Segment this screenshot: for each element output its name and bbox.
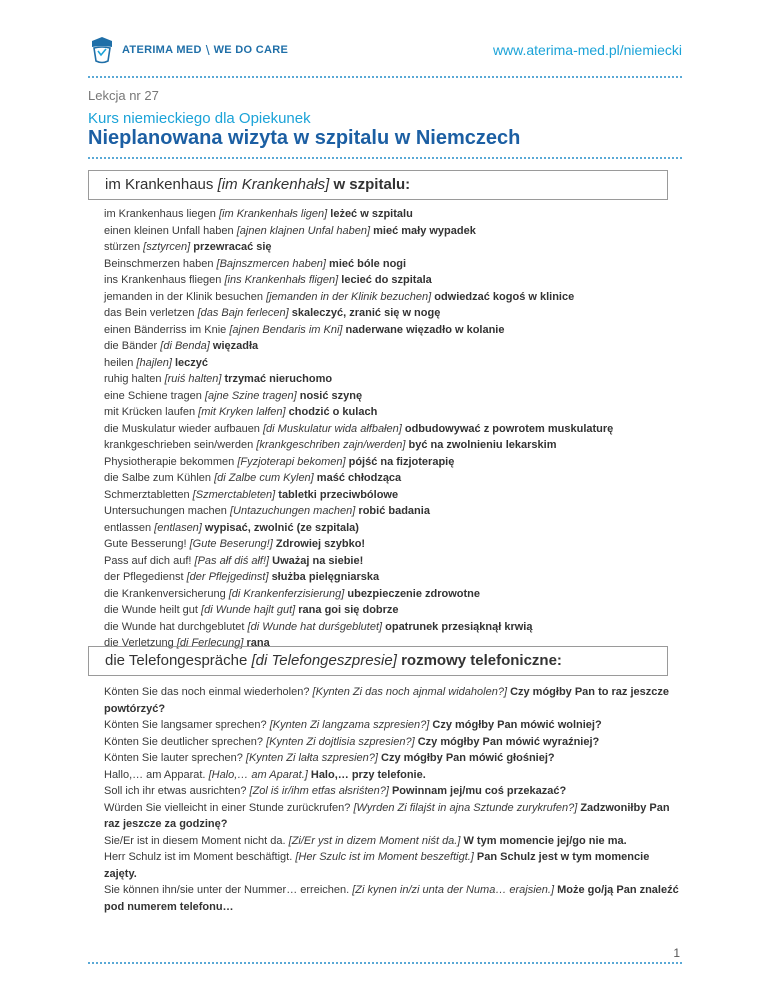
- entry-phonetic: [di Benda]: [160, 340, 210, 352]
- vocab-entry: [104, 322, 694, 339]
- entry-phonetic: [im Krankenhałs ligen]: [218, 208, 328, 220]
- entry-phonetic: [di Ferlecung]: [176, 637, 244, 649]
- vocab-entry: [104, 833, 684, 850]
- entry-polish: odbudowywać z powrotem muskulaturę: [404, 422, 614, 435]
- vocab-entry: [104, 437, 694, 454]
- vocab-entry: [104, 849, 684, 882]
- entry-polish: pójść na fizjoterapię: [348, 455, 455, 468]
- vocab-entry: [104, 882, 684, 915]
- vocab-entry: [104, 734, 684, 751]
- entry-phonetic: [Szmerctableten]: [192, 488, 276, 501]
- entry-polish: trzymać nieruchomo: [224, 373, 333, 385]
- vocabulary-list-phone: [104, 684, 684, 915]
- entry-german: Soll ich ihr etwas ausrichten?: [104, 785, 247, 797]
- entry-german: heilen: [104, 356, 134, 369]
- logo-icon: [88, 35, 116, 65]
- entry-polish: więzadła: [212, 340, 259, 352]
- entry-polish: Zdrowiej szybko!: [275, 538, 366, 550]
- section-heading-hospital: [88, 170, 668, 200]
- entry-german: die Muskulatur wieder aufbauen: [104, 422, 260, 435]
- entry-german: einen kleinen Unfall haben: [104, 224, 234, 237]
- brand-name: ATERIMA MED: [122, 44, 202, 56]
- vocab-entry: [104, 256, 694, 273]
- entry-polish: leczyć: [174, 356, 208, 369]
- entry-phonetic: [Zi/Er yst in dizem Moment niśt da.]: [288, 834, 461, 847]
- section-heading-phone: [88, 646, 668, 676]
- entry-phonetic: [di Krankenferzisierung]: [228, 587, 345, 600]
- section-heading-de: die Telefongespräche: [105, 652, 248, 669]
- entry-phonetic: [Bajnszmercen haben]: [216, 257, 326, 270]
- entry-polish: mieć mały wypadek: [373, 224, 476, 237]
- entry-polish: opatrunek przesiąknął krwią: [385, 620, 533, 633]
- entry-phonetic: [di Zalbe cum Kylen]: [214, 472, 314, 484]
- entry-phonetic: [Wyrden Zi filajśt in ajna Sztunde zurykrufen?]: [353, 801, 578, 814]
- entry-phonetic: [di Wunde hat durśgeblutet]: [247, 620, 383, 633]
- entry-polish: Pan Schulz jest w tym momencie zajęty.: [104, 851, 650, 880]
- lesson-number: Lekcja nr 27: [88, 88, 159, 103]
- entry-polish: tabletki przeciwbólowe: [278, 488, 399, 501]
- entry-polish: leżeć w szpitalu: [330, 208, 413, 220]
- entry-phonetic: [Kynten Zi das noch ajnmal widaholen?]: [312, 686, 507, 698]
- vocab-entry: [104, 520, 694, 537]
- entry-polish: rana: [246, 637, 270, 649]
- vocab-entry: [104, 272, 694, 289]
- entry-phonetic: [Pas ałf diś ałf!]: [194, 554, 270, 567]
- title-divider: [88, 157, 682, 159]
- entry-german: die Salbe zum Kühlen: [104, 472, 212, 484]
- entry-polish: Czy mógłby Pan mówić wyraźniej?: [417, 735, 600, 748]
- entry-phonetic: [entlasen]: [154, 521, 202, 534]
- entry-german: Herr Schulz ist im Moment beschäftigt.: [104, 851, 293, 863]
- entry-phonetic: [Fyzjoterapi bekomen]: [237, 455, 346, 468]
- entry-phonetic: [hajlen]: [136, 356, 172, 369]
- entry-phonetic: [ajne Szine tragen]: [204, 389, 297, 402]
- entry-phonetic: [jemanden in der Klinik bezuchen]: [266, 290, 432, 303]
- vocab-entry: [104, 206, 694, 223]
- entry-german: Untersuchungen machen: [104, 505, 227, 517]
- vocab-entry: [104, 487, 694, 504]
- entry-phonetic: [der Pflejgedinst]: [186, 571, 269, 583]
- entry-german: Pass auf dich auf!: [104, 554, 192, 567]
- entry-polish: Może go/ją Pan znaleźć pod numerem telefonu…: [104, 884, 679, 913]
- vocab-entry: [104, 355, 694, 372]
- entry-german: der Pflegedienst: [104, 571, 184, 583]
- vocab-entry: [104, 536, 694, 553]
- entry-polish: mieć bóle nogi: [329, 257, 407, 270]
- entry-phonetic: [Halo,… am Aparat.]: [208, 768, 308, 781]
- entry-polish: skaleczyć, zranić się w nogę: [291, 307, 441, 319]
- entry-phonetic: [di Muskulatur wida ałfbałen]: [263, 422, 402, 435]
- entry-german: die Krankenversicherung: [104, 587, 226, 600]
- brand-divider: \: [205, 42, 210, 58]
- entry-german: Könten Sie das noch einmal wiederholen?: [104, 686, 310, 698]
- entry-german: ruhig halten: [104, 373, 162, 385]
- entry-polish: przewracać się: [193, 241, 272, 253]
- entry-german: Könten Sie deutlicher sprechen?: [104, 735, 263, 748]
- vocab-entry: [104, 371, 694, 388]
- section-heading-pl: rozmowy telefoniczne:: [401, 652, 562, 669]
- site-url-link[interactable]: www.aterima-med.pl/niemiecki: [492, 42, 682, 58]
- course-name: Kurs niemieckiego dla Opiekunek: [88, 110, 311, 127]
- entry-phonetic: [Kynten Zi langzama szpresien?]: [269, 719, 430, 731]
- entry-german: entlassen: [104, 521, 152, 534]
- entry-polish: Zadzwoniłby Pan raz jeszcze za godzinę?: [104, 801, 670, 830]
- vocab-entry: [104, 783, 684, 800]
- entry-polish: Czy mógłby Pan mówić głośniej?: [381, 752, 555, 764]
- vocab-entry: [104, 553, 694, 570]
- entry-phonetic: [sztyrcen]: [143, 241, 191, 253]
- vocab-entry: [104, 684, 684, 717]
- header-divider: [88, 76, 682, 78]
- entry-german: die Wunde hat durchgeblutet: [104, 620, 245, 633]
- vocab-entry: [104, 800, 684, 833]
- vocab-entry: [104, 239, 694, 256]
- entry-german: Würden Sie vielleicht in einer Stunde zurückrufen?: [104, 801, 351, 814]
- vocab-entry: [104, 767, 684, 784]
- vocab-entry: [104, 454, 694, 471]
- entry-polish: służba pielęgniarska: [271, 571, 380, 583]
- page-header: [88, 28, 682, 74]
- vocab-entry: [104, 388, 694, 405]
- vocab-entry: [104, 717, 684, 734]
- entry-german: Physiotherapie bekommen: [104, 455, 235, 468]
- entry-german: im Krankenhaus liegen: [104, 208, 216, 220]
- entry-polish: Powinnam jej/mu coś przekazać?: [391, 785, 567, 797]
- brand-tagline: WE DO CARE: [213, 44, 289, 56]
- entry-phonetic: [krankgeschriben zajn/werden]: [256, 439, 406, 451]
- page-title: Nieplanowana wizyta w szpitalu w Niemczech: [88, 127, 521, 149]
- entry-german: Schmerztabletten: [104, 488, 190, 501]
- entry-polish: chodzić o kulach: [288, 406, 378, 418]
- entry-german: die Bänder: [104, 340, 158, 352]
- entry-german: Hallo,… am Apparat.: [104, 768, 206, 781]
- entry-german: Gute Besserung!: [104, 538, 187, 550]
- brand-logo: [88, 32, 288, 68]
- entry-polish: Czy mógłby Pan to raz jeszcze powtórzyć?: [104, 686, 669, 715]
- entry-phonetic: [mit Kryken lałfen]: [198, 406, 286, 418]
- entry-german: ins Krankenhaus fliegen: [104, 274, 222, 286]
- entry-phonetic: [das Bajn ferlecen]: [197, 307, 289, 319]
- entry-polish: ubezpieczenie zdrowotne: [347, 587, 481, 600]
- entry-german: Könten Sie lauter sprechen?: [104, 752, 243, 764]
- entry-phonetic: [Kynten Zi dojtlisia szpresien?]: [266, 735, 415, 748]
- entry-polish: robić badania: [358, 505, 430, 517]
- entry-phonetic: [Zi kynen in/zi unta der Numa… erajsien.]: [352, 884, 555, 896]
- entry-german: die Wunde heilt gut: [104, 604, 198, 616]
- entry-german: stürzen: [104, 241, 141, 253]
- entry-german: eine Schiene tragen: [104, 389, 202, 402]
- vocab-entry: [104, 602, 694, 619]
- vocab-entry: [104, 750, 684, 767]
- vocabulary-list-hospital: [104, 206, 694, 652]
- entry-german: Sie können ihn/sie unter der Nummer… erreichen.: [104, 884, 350, 896]
- entry-polish: wypisać, zwolnić (ze szpitala): [204, 521, 359, 534]
- vocab-entry: [104, 569, 694, 586]
- entry-polish: nosić szynę: [299, 389, 363, 402]
- entry-phonetic: [Untazuchungen machen]: [229, 505, 356, 517]
- entry-polish: Halo,… przy telefonie.: [310, 768, 426, 781]
- entry-german: Sie/Er ist in diesem Moment nicht da.: [104, 834, 286, 847]
- entry-phonetic: [Her Szulc ist im Moment beszeftigt.]: [295, 851, 474, 863]
- vocab-entry: [104, 586, 694, 603]
- entry-phonetic: [Kynten Zi lałta szpresien?]: [245, 752, 378, 764]
- entry-german: das Bein verletzen: [104, 307, 195, 319]
- entry-polish: odwiedzać kogoś w klinice: [434, 290, 575, 303]
- entry-phonetic: [Zol iś ir/ihm etfas ałsriśten?]: [249, 785, 389, 797]
- entry-phonetic: [ruiś halten]: [164, 373, 222, 385]
- vocab-entry: [104, 421, 694, 438]
- entry-german: einen Bänderriss im Knie: [104, 323, 227, 336]
- entry-polish: rana goi się dobrze: [298, 604, 399, 616]
- vocab-entry: [104, 470, 694, 487]
- entry-polish: być na zwolnieniu lekarskim: [408, 439, 557, 451]
- entry-german: Beinschmerzen haben: [104, 257, 214, 270]
- vocab-entry: [104, 223, 694, 240]
- entry-polish: maść chłodząca: [316, 472, 402, 484]
- entry-german: Könten Sie langsamer sprechen?: [104, 719, 267, 731]
- vocab-entry: [104, 404, 694, 421]
- section-heading-phonetic: [im Krankenhałs]: [217, 176, 330, 193]
- entry-phonetic: [di Wunde hajlt gut]: [201, 604, 296, 616]
- entry-phonetic: [ajnen Bendaris im Kni]: [229, 323, 343, 336]
- entry-polish: naderwane więzadło w kolanie: [345, 323, 505, 336]
- entry-german: krankgeschrieben sein/werden: [104, 439, 254, 451]
- entry-polish: Uważaj na siebie!: [272, 554, 364, 567]
- section-heading-pl: w szpitalu:: [333, 176, 411, 193]
- vocab-entry: [104, 289, 694, 306]
- vocab-entry: [104, 338, 694, 355]
- entry-polish: W tym momencie jej/go nie ma.: [463, 834, 627, 847]
- vocab-entry: [104, 305, 694, 322]
- entry-german: mit Krücken laufen: [104, 406, 196, 418]
- entry-phonetic: [Gute Beserung!]: [189, 538, 273, 550]
- entry-german: die Verletzung: [104, 637, 174, 649]
- section-heading-phonetic: [di Telefongeszpresie]: [251, 652, 397, 669]
- entry-phonetic: [ins Krankenhałs fligen]: [224, 274, 339, 286]
- entry-polish: lecieć do szpitala: [341, 274, 432, 286]
- footer-divider: [88, 962, 682, 964]
- entry-german: jemanden in der Klinik besuchen: [104, 290, 263, 303]
- page-number: 1: [673, 946, 680, 960]
- section-heading-de: im Krankenhaus: [105, 176, 214, 193]
- vocab-entry: [104, 503, 694, 520]
- vocab-entry: [104, 619, 694, 636]
- entry-phonetic: [ajnen klajnen Unfal haben]: [236, 224, 371, 237]
- entry-polish: Czy mógłby Pan mówić wolniej?: [432, 719, 602, 731]
